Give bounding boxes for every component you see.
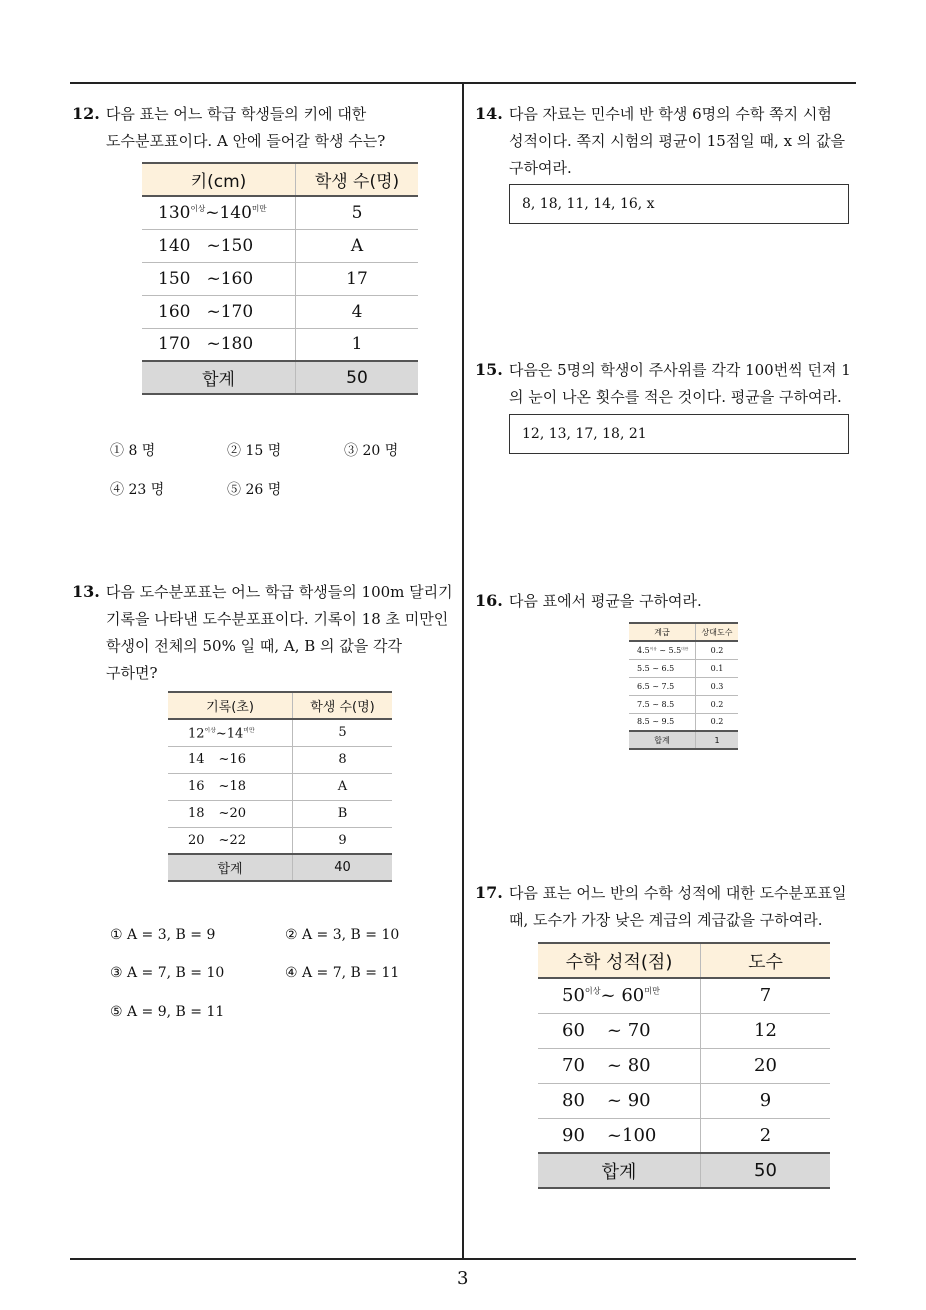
sup-above-label: 이상 [584,985,601,996]
class-from: 160 [158,301,191,322]
class-to: 150 [220,235,254,256]
table-row: $12^{이상}\sim 14^{미만}$ 5 [168,719,392,746]
table-row: 20 ~22 9 [168,827,392,854]
class-from: 7.5 [637,699,650,709]
class-to: 140 [219,202,252,223]
relative-frequency-cell: 0.2 [696,695,739,713]
class-to: 160 [220,268,254,289]
class-to: 60 [621,985,645,1007]
relative-frequency-cell: 0.2 [696,713,739,731]
question-text-line: 의 눈이 나온 횟수를 적은 것이다. 평균을 구하여라. [509,388,842,406]
table-row: 14 ~16 8 [168,746,392,773]
total-row [142,361,418,394]
table-row: 160 ~170 4 [142,295,418,328]
question-12 [72,100,457,155]
q12-frequency-table [142,162,418,395]
question-15 [475,356,865,411]
table-header: 수학 성적(점) [538,943,701,978]
question-number: 13. [72,582,100,601]
class-to: 6.5 [661,663,675,673]
choice[interactable]: ③ 20 명 [344,443,399,459]
class-from: 150 [158,268,191,289]
total-value: 50 [701,1153,831,1188]
class-to: 70 [627,1020,651,1041]
class-from: 140 [158,235,191,256]
relative-frequency-cell: 0.2 [696,641,739,659]
class-from: 4.5 [637,645,650,655]
table-header: 학생 수(명) [296,163,419,196]
table-row: 90 ~100 2 [538,1118,830,1153]
table-row: 8.5 ~ 9.5 0.2 [629,713,738,731]
table-row: 18 ~20 B [168,800,392,827]
choice[interactable]: ④ A = 7, B = 11 [285,965,400,981]
count-cell: 17 [296,262,419,295]
class-to: 14 [226,725,244,741]
relative-frequency-cell: 0.3 [696,677,739,695]
table-header: 계급 [629,623,696,641]
question-text-line: 구하여라. [509,159,572,177]
count-cell: 8 [293,746,393,773]
count-cell: 9 [293,827,393,854]
total-label: 합계 [168,854,293,881]
sup-above-label: 이상 [204,727,216,734]
question-text-line: 때, 도수가 가장 낮은 계급의 계급값을 구하여라. [509,911,823,929]
count-cell: A [293,773,393,800]
choice[interactable]: ② A = 3, B = 10 [285,927,400,943]
q16-relative-frequency-table [629,622,738,750]
total-value: 40 [293,854,393,881]
sup-below-label: 미만 [251,203,267,213]
class-from: 130 [158,202,191,223]
sup-above-label: 이상 [649,646,657,651]
class-from: 14 [188,752,205,767]
relative-frequency-cell: 0.1 [696,659,739,677]
table-row: 70 ~ 80 20 [538,1048,830,1083]
question-text-line: 다음 자료는 민수네 반 학생 6명의 수학 쪽지 시험 [508,105,832,123]
question-text-line: 도수분포표이다. A 안에 들어갈 학생 수는? [106,132,386,150]
class-from: 5.5 [637,663,650,673]
question-text-line: 다음 도수분포표는 어느 학급 학생들의 100m 달리기 [105,583,453,601]
class-from: 70 [562,1055,585,1076]
q15-data-box: 12, 13, 17, 18, 21 [509,414,849,454]
table-row: 60 ~ 70 12 [538,1013,830,1048]
count-cell: 2 [701,1118,831,1153]
question-text-line: 기록을 나타낸 도수분포표이다. 기록이 18 초 미만인 [106,610,449,628]
column-divider [462,84,464,1259]
choice[interactable]: ④ 23 명 [110,482,165,498]
bottom-rule [70,1258,856,1260]
class-from: 170 [158,334,191,355]
total-label: 합계 [142,361,296,394]
table-header: 상대도수 [696,623,739,641]
sup-above-label: 이상 [190,203,206,213]
question-number: 14. [475,104,503,123]
count-cell: 12 [701,1013,831,1048]
question-text-line: 다음 표는 어느 반의 수학 성적에 대한 도수분포표일 [508,884,847,902]
choice[interactable]: ① A = 3, B = 9 [110,927,216,943]
class-from: 20 [188,832,205,848]
total-row [538,1153,830,1188]
total-value: 50 [296,361,419,394]
count-cell: 5 [296,196,419,229]
table-row: 6.5 ~ 7.5 0.3 [629,677,738,695]
class-to: 8.5 [661,699,675,709]
choice[interactable]: ③ A = 7, B = 10 [110,965,225,981]
table-row: 5.5 ~ 6.5 0.1 [629,659,738,677]
total-row [629,731,738,749]
count-cell: 1 [296,328,419,361]
table-header: 학생 수(명) [293,692,393,719]
table-header: 키(cm) [142,163,296,196]
class-from: 16 [188,779,205,794]
class-from: 18 [188,806,205,821]
class-from: 6.5 [637,681,650,691]
class-from: 12 [188,725,205,741]
choice[interactable]: ⑤ 26 명 [227,482,282,498]
count-cell: 5 [293,719,393,746]
table-row: $130^{이상}\sim 140^{미만}$ 5 [142,196,418,229]
question-number: 16. [475,591,503,610]
question-text-line: 성적이다. 쪽지 시험의 평균이 15점일 때, x 의 값을 [509,132,846,150]
sup-below-label: 미만 [243,727,255,734]
table-row: 7.5 ~ 8.5 0.2 [629,695,738,713]
sup-below-label: 미만 [681,646,689,651]
question-number: 15. [475,360,503,379]
choice[interactable]: ⑤ A = 9, B = 11 [110,1004,225,1020]
table-row: 80 ~ 90 9 [538,1083,830,1118]
question-13 [72,578,457,687]
question-17 [475,879,865,934]
class-to: 180 [220,334,254,355]
table-row: $4.5^{이상}$ ~ $5.5^{미만}$ 0.2 [629,641,738,659]
count-cell: 7 [701,978,831,1013]
class-to: 16 [229,752,246,767]
total-value: 1 [696,731,739,749]
sup-below-label: 미만 [644,985,660,996]
class-to: 80 [627,1055,651,1076]
class-to: 5.5 [668,645,682,655]
choice[interactable]: ② 15 명 [227,443,282,459]
table-row: 140 ~150 A [142,229,418,262]
q17-frequency-table [538,942,830,1189]
table-row: $50^{이상}\sim$ $60^{미만}$ 7 [538,978,830,1013]
question-text-line: 다음 표는 어느 학급 학생들의 키에 대한 [105,105,367,123]
question-text-line: 다음은 5명의 학생이 주사위를 각각 100번씩 던져 1 [508,361,851,379]
class-from: 8.5 [637,717,650,727]
table-row: 170 ~180 1 [142,328,418,361]
table-row: 16 ~18 A [168,773,392,800]
page-number: 3 [457,1268,469,1289]
question-text-line: 구하면? [106,664,158,682]
question-text-line: 다음 표에서 평균을 구하여라. [508,592,702,610]
table-header: 기록(초) [168,692,293,719]
class-from: 80 [562,1090,585,1111]
class-to: 170 [220,301,254,322]
count-cell: 9 [701,1083,831,1118]
class-to: 90 [627,1090,651,1111]
class-to: 20 [229,806,246,821]
class-to: 9.5 [661,717,675,727]
class-from: 50 [562,985,585,1007]
total-label: 합계 [538,1153,701,1188]
total-label: 합계 [629,731,696,749]
table-header: 도수 [701,943,831,978]
table-row: 150 ~160 17 [142,262,418,295]
question-14 [475,100,865,182]
class-to: 18 [229,779,246,794]
count-cell: A [296,229,419,262]
question-16 [475,587,865,615]
question-text-line: 학생이 전체의 50% 일 때, A, B 의 값을 각각 [106,637,403,655]
question-number: 17. [475,883,503,902]
count-cell: B [293,800,393,827]
question-number: 12. [72,104,100,123]
q13-frequency-table [168,691,392,882]
choice[interactable]: ① 8 명 [110,443,156,459]
class-to: 100 [622,1124,657,1146]
count-cell: 20 [701,1048,831,1083]
total-row [168,854,392,881]
class-from: 90 [562,1124,585,1146]
q14-data-box: 8, 18, 11, 14, 16, x [509,184,849,224]
count-cell: 4 [296,295,419,328]
class-from: 60 [562,1020,585,1041]
class-to: 7.5 [661,681,675,691]
class-to: 22 [229,832,246,848]
